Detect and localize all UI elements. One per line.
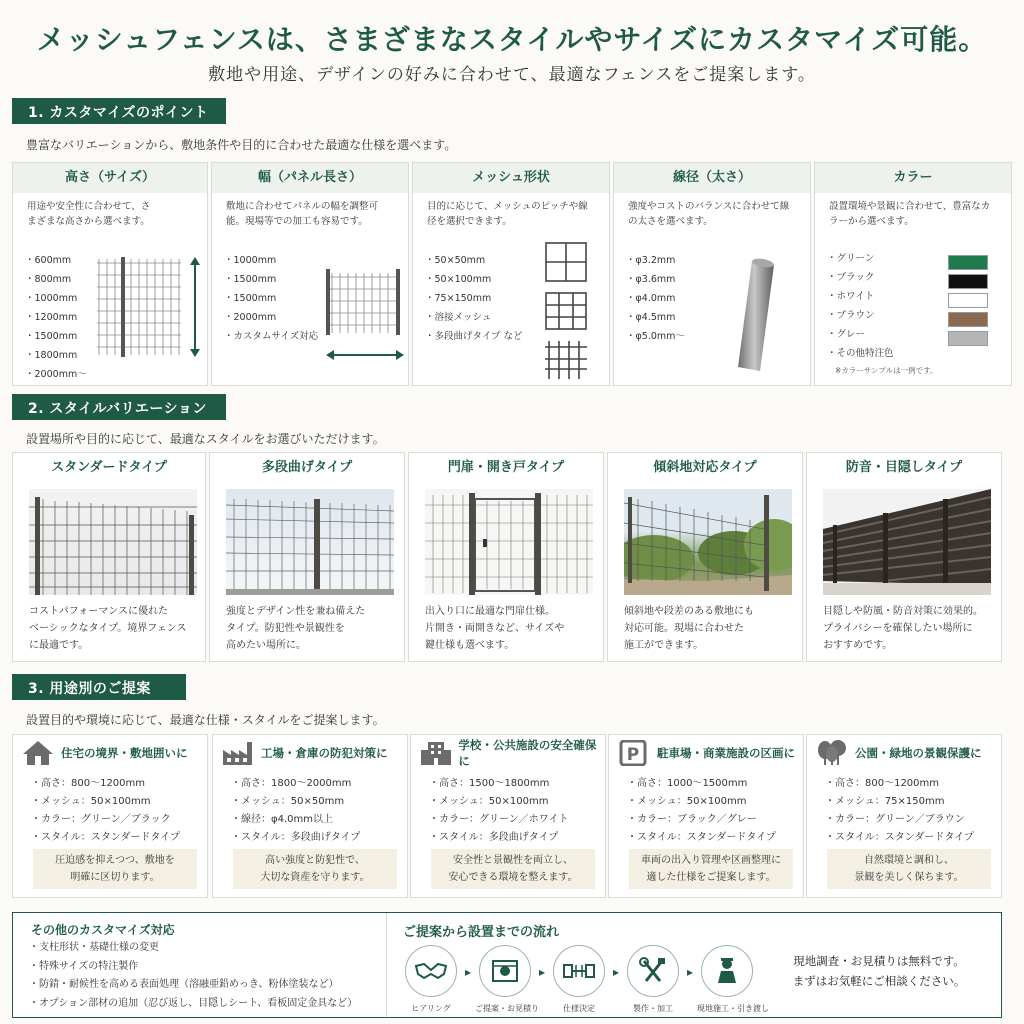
use-note — [233, 849, 397, 889]
card-title: 門扉・開き戸タイプ — [447, 460, 565, 475]
tools-icon — [627, 945, 679, 997]
list-item: ・ カスタムサイズ対応 — [224, 327, 318, 346]
swatch-green — [948, 255, 988, 270]
list-item: ・ 高さ：800〜1200mm — [31, 775, 180, 793]
house-icon — [21, 740, 55, 766]
flow-step-label: ご提案・お見積り — [475, 1004, 539, 1013]
other-customize — [13, 913, 387, 1017]
list-item: ・ グレー — [827, 325, 894, 344]
desc-line: 高めたい場所に。 — [226, 640, 306, 651]
use-card-factory — [212, 734, 408, 898]
list-item: ・ 1000mm — [224, 251, 318, 270]
flow-step-label: 現地施工・引き渡し — [697, 1004, 769, 1013]
contact-line-1: 現地調査・お見積りは無料です。 — [793, 954, 965, 968]
swatch-gray — [948, 331, 988, 346]
note-line: 高い強度と防犯性で、 — [265, 855, 365, 866]
list-item: ・ ホワイト — [827, 287, 894, 306]
list-item: ・ スタイル：スタンダードタイプ — [825, 829, 974, 847]
flow-step-label: 仕様決定 — [563, 1004, 595, 1013]
list-item: ・ 1000mm — [25, 289, 87, 308]
card-title: 線径（太さ） — [614, 163, 810, 193]
list-item: ・ 600mm — [25, 251, 87, 270]
list-item: ・ ブラウン — [827, 306, 894, 325]
flow-arrow: ▸ — [539, 965, 546, 979]
note-line: 大切な資産を守ります。 — [260, 872, 370, 883]
height-list — [25, 251, 87, 384]
desc-line: 傾斜地や段差のある敷地にも — [624, 606, 754, 617]
customize-card-height — [12, 162, 208, 386]
list-item: ・ 1500mm — [224, 289, 318, 308]
contact-line-2: まずはお気軽にご相談ください。 — [792, 974, 966, 988]
desc-line: に最適です。 — [29, 640, 89, 651]
color-note: ※カラーサンプルは一例です。 — [835, 366, 938, 375]
use-card-title-row — [21, 739, 188, 767]
card-title: カラー — [815, 163, 1011, 193]
list-item: ・ 2000mm〜 — [25, 365, 87, 384]
slope-fence-photo — [624, 489, 792, 595]
list-item: ・ 1200mm — [25, 308, 87, 327]
desc-line: 片開き・両開きなど、サイズや — [425, 623, 565, 634]
card-desc — [823, 603, 998, 654]
use-card-residential — [12, 734, 208, 898]
note-line: 安全性と景観性を両立し、 — [453, 855, 573, 866]
use-card-park — [806, 734, 1002, 898]
flow-arrow: ▸ — [465, 965, 472, 979]
list-item: ・ オプション部材の追加（忍び返し、目隠しシート、看板固定金具など） — [29, 995, 357, 1014]
list-item: ・ メッシュ：50×100mm — [627, 793, 776, 811]
worker-icon — [701, 945, 753, 997]
list-item: ・ グリーン — [827, 249, 894, 268]
swatch-black — [948, 274, 988, 289]
note-line: 明確に区切ります。 — [70, 872, 160, 883]
use-card-title: 住宅の境界・敷地囲いに — [61, 746, 188, 760]
list-item: ・ 特殊サイズの特注製作 — [29, 958, 357, 977]
other-title: その他のカスタマイズ対応 — [31, 923, 175, 937]
standard-fence-photo — [29, 489, 197, 595]
use-spec-list — [31, 775, 180, 847]
desc-line: 施工ができます。 — [624, 640, 704, 651]
use-card-title: 工場・倉庫の防犯対策に — [261, 746, 388, 760]
desc-line: プライバシーを確保したい場所に — [823, 623, 973, 634]
use-card-title-row — [221, 739, 388, 767]
proposal-icon — [479, 945, 531, 997]
list-item: ・ 多段曲げタイプ など — [425, 327, 523, 346]
list-item: ・ φ3.2mm — [626, 251, 685, 270]
list-item: ・ φ5.0mm〜 — [626, 327, 685, 346]
style-card-multibend — [209, 452, 405, 662]
list-item: ・ その他特注色 — [827, 344, 894, 363]
color-swatches — [948, 255, 988, 350]
desc-line: 対応可能。現場に合わせた — [624, 623, 744, 634]
page-title: メッシュフェンスは、さまざまなスタイルやサイズにカスタマイズ可能。 — [36, 23, 988, 56]
list-item: ・ 高さ：1500〜1800mm — [429, 775, 569, 793]
customize-card-mesh — [412, 162, 610, 386]
gate-fence-photo — [425, 489, 593, 595]
list-item: ・ 75×150mm — [425, 289, 523, 308]
list-item: ・ 高さ：1800〜2000mm — [231, 775, 360, 793]
list-item: ・ 50×100mm — [425, 270, 523, 289]
use-spec-list — [231, 775, 360, 847]
list-item: ・ メッシュ：75×150mm — [825, 793, 974, 811]
card-desc: 用途や安全性に合わせて、さまざまな高さから選べます。 — [27, 201, 151, 228]
flow-step-spec — [549, 945, 609, 1014]
section3-lead: 設置目的や環境に応じて、最適な仕様・スタイルをご提案します。 — [26, 713, 385, 727]
parking-icon — [617, 740, 651, 766]
note-line: 適した仕様をご提案します。 — [646, 872, 776, 883]
note-line: 景観を美しく保ちます。 — [854, 872, 964, 883]
section2-lead: 設置場所や目的に応じて、最適なスタイルをお選びいただけます。 — [26, 432, 385, 446]
list-item: ・ 溶接メッシュ — [425, 308, 523, 327]
use-card-title-row — [419, 739, 605, 767]
card-desc — [29, 603, 204, 654]
handshake-icon — [405, 945, 457, 997]
screen-fence-photo — [823, 489, 991, 595]
list-item: ・ スタイル：多段曲げタイプ — [231, 829, 360, 847]
list-item: ・ スタイル：スタンダードタイプ — [31, 829, 180, 847]
list-item: ・ φ4.5mm — [626, 308, 685, 327]
list-item: ・ カラー：グリーン／ホワイト — [429, 811, 569, 829]
style-card-standard — [12, 452, 206, 662]
list-item: ・ メッシュ：50×50mm — [231, 793, 360, 811]
list-item: ・ 800mm — [25, 270, 87, 289]
style-card-screen — [806, 452, 1002, 662]
list-item: ・ φ4.0mm — [626, 289, 685, 308]
list-item: ・ カラー：ブラック／グレー — [627, 811, 776, 829]
section1-heading: 1. カスタマイズのポイント — [12, 98, 226, 124]
card-title: メッシュ形状 — [413, 163, 609, 193]
note-line: 圧迫感を抑えつつ、敷地を — [55, 855, 175, 866]
flow-step-fabrication — [623, 945, 683, 1014]
card-desc: 設置環境や景観に合わせて、豊富なカラーから選べます。 — [829, 201, 991, 228]
desc-line: タイプ。防犯性や景観性を — [226, 623, 345, 634]
note-line: 自然環境と調和し、 — [864, 855, 954, 866]
use-note — [629, 849, 793, 889]
list-item: ・ カラー：グリーン／ブラウン — [825, 811, 974, 829]
card-desc — [226, 603, 401, 654]
flow-arrow: ▸ — [613, 965, 620, 979]
other-list — [29, 939, 357, 1013]
svg-text:P: P — [626, 745, 640, 765]
card-title: 多段曲げタイプ — [261, 460, 353, 475]
desc-line: 出入り口に最適な門扉仕様。 — [425, 606, 555, 617]
customize-card-width — [211, 162, 409, 386]
card-desc — [624, 603, 799, 654]
swatch-brown — [948, 312, 988, 327]
fence-height-illustration — [95, 255, 201, 359]
list-item: ・ φ3.6mm — [626, 270, 685, 289]
customize-card-color — [814, 162, 1012, 386]
desc-line: おすすめです。 — [823, 640, 893, 651]
list-item: ・ メッシュ：50×100mm — [31, 793, 180, 811]
wire-rod-illustration — [730, 251, 790, 375]
page-subtitle: 敷地や用途、デザインの好みに合わせて、最適なフェンスをご提案します。 — [208, 65, 816, 85]
fence-width-illustration — [324, 263, 406, 363]
measure-icon — [553, 945, 605, 997]
card-title: 高さ（サイズ） — [13, 163, 207, 193]
use-card-school — [410, 734, 606, 898]
flow-title: ご提案から設置までの流れ — [403, 925, 560, 940]
list-item: ・ ブラック — [827, 268, 894, 287]
use-note — [33, 849, 197, 889]
desc-line: コストパフォーマンスに優れた — [29, 606, 168, 617]
multibend-fence-photo — [226, 489, 394, 595]
list-item: ・ 1500mm — [25, 327, 87, 346]
card-title: スタンダードタイプ — [51, 460, 167, 475]
list-item: ・ 防錆・耐候性を高める表面処理（溶融亜鉛めっき、粉体塗装など） — [29, 976, 357, 995]
contact-message — [761, 951, 997, 991]
color-list — [827, 249, 894, 363]
card-title: 防音・目隠しタイプ — [845, 460, 963, 475]
use-card-title-row — [617, 739, 795, 767]
list-item: ・ 2000mm — [224, 308, 318, 327]
building-icon — [419, 740, 452, 766]
card-title: 傾斜地対応タイプ — [653, 460, 757, 475]
use-spec-list — [627, 775, 776, 847]
note-line: 安心できる環境を整えます。 — [448, 872, 578, 883]
trees-icon — [815, 740, 849, 766]
card-desc: 強度やコストのバランスに合わせて線の太さを選べます。 — [628, 201, 790, 228]
card-title: 幅（パネル長さ） — [212, 163, 408, 193]
desc-line: ベーシックなタイプ。境界フェンス — [29, 623, 187, 634]
use-spec-list — [825, 775, 974, 847]
bottom-panel — [12, 912, 1002, 1018]
flow-step-label: 製作・加工 — [633, 1004, 673, 1013]
section2-heading: 2. スタイルバリエーション — [12, 394, 226, 420]
list-item: ・ カラー：グリーン／ブラック — [31, 811, 180, 829]
mesh-list — [425, 251, 523, 346]
flow-step-label: ヒアリング — [411, 1004, 451, 1013]
list-item: ・ 線径：φ4.0mm以上 — [231, 811, 360, 829]
note-line: 車両の出入り管理や区画整理に — [641, 855, 781, 866]
desc-line: 強度とデザイン性を兼ね備えた — [226, 606, 366, 617]
use-card-title: 公園・緑地の景観保護に — [855, 746, 982, 760]
section3-heading: 3. 用途別のご提案 — [12, 674, 186, 700]
mesh-shapes-illustration — [543, 241, 589, 381]
desc-line: 目隠しや防風・防音対策に効果的。 — [823, 606, 983, 617]
list-item: ・ スタイル：スタンダードタイプ — [627, 829, 776, 847]
use-card-title-row — [815, 739, 982, 767]
use-spec-list — [429, 775, 569, 847]
list-item: ・ 高さ：1000〜1500mm — [627, 775, 776, 793]
flow-step-proposal — [475, 945, 539, 1014]
style-card-gate — [408, 452, 604, 662]
flow-step-hearing — [401, 945, 461, 1014]
list-item: ・ 高さ：800〜1200mm — [825, 775, 974, 793]
flow-step-install — [697, 945, 769, 1014]
factory-icon — [221, 740, 255, 766]
flow-arrow: ▸ — [687, 965, 694, 979]
card-desc: 目的に応じて、メッシュのピッチや線径を選択できます。 — [427, 201, 588, 228]
use-card-title: 学校・公共施設の安全確保に — [458, 738, 597, 768]
style-card-slope — [607, 452, 803, 662]
use-card-parking — [608, 734, 804, 898]
use-note — [827, 849, 991, 889]
card-desc — [425, 603, 600, 654]
list-item: ・ 1800mm — [25, 346, 87, 365]
list-item: ・ 50×50mm — [425, 251, 523, 270]
list-item: ・ スタイル：多段曲げタイプ — [429, 829, 569, 847]
desc-line: 鍵仕様も選べます。 — [425, 640, 515, 651]
width-list — [224, 251, 318, 346]
card-desc: 敷地に合わせてパネルの幅を調整可能。現場等での加工も容易です。 — [226, 201, 379, 228]
list-item: ・ 支柱形状・基礎仕様の変更 — [29, 939, 357, 958]
use-note — [431, 849, 595, 889]
swatch-white — [948, 293, 988, 308]
list-item: ・ メッシュ：50×100mm — [429, 793, 569, 811]
use-card-title: 駐車場・商業施設の区画に — [657, 746, 795, 760]
section1-lead: 豊富なバリエーションから、敷地条件や目的に合わせた最適な仕様を選べます。 — [26, 138, 457, 152]
list-item: ・ 1500mm — [224, 270, 318, 289]
customize-card-diameter — [613, 162, 811, 386]
diameter-list — [626, 251, 685, 346]
